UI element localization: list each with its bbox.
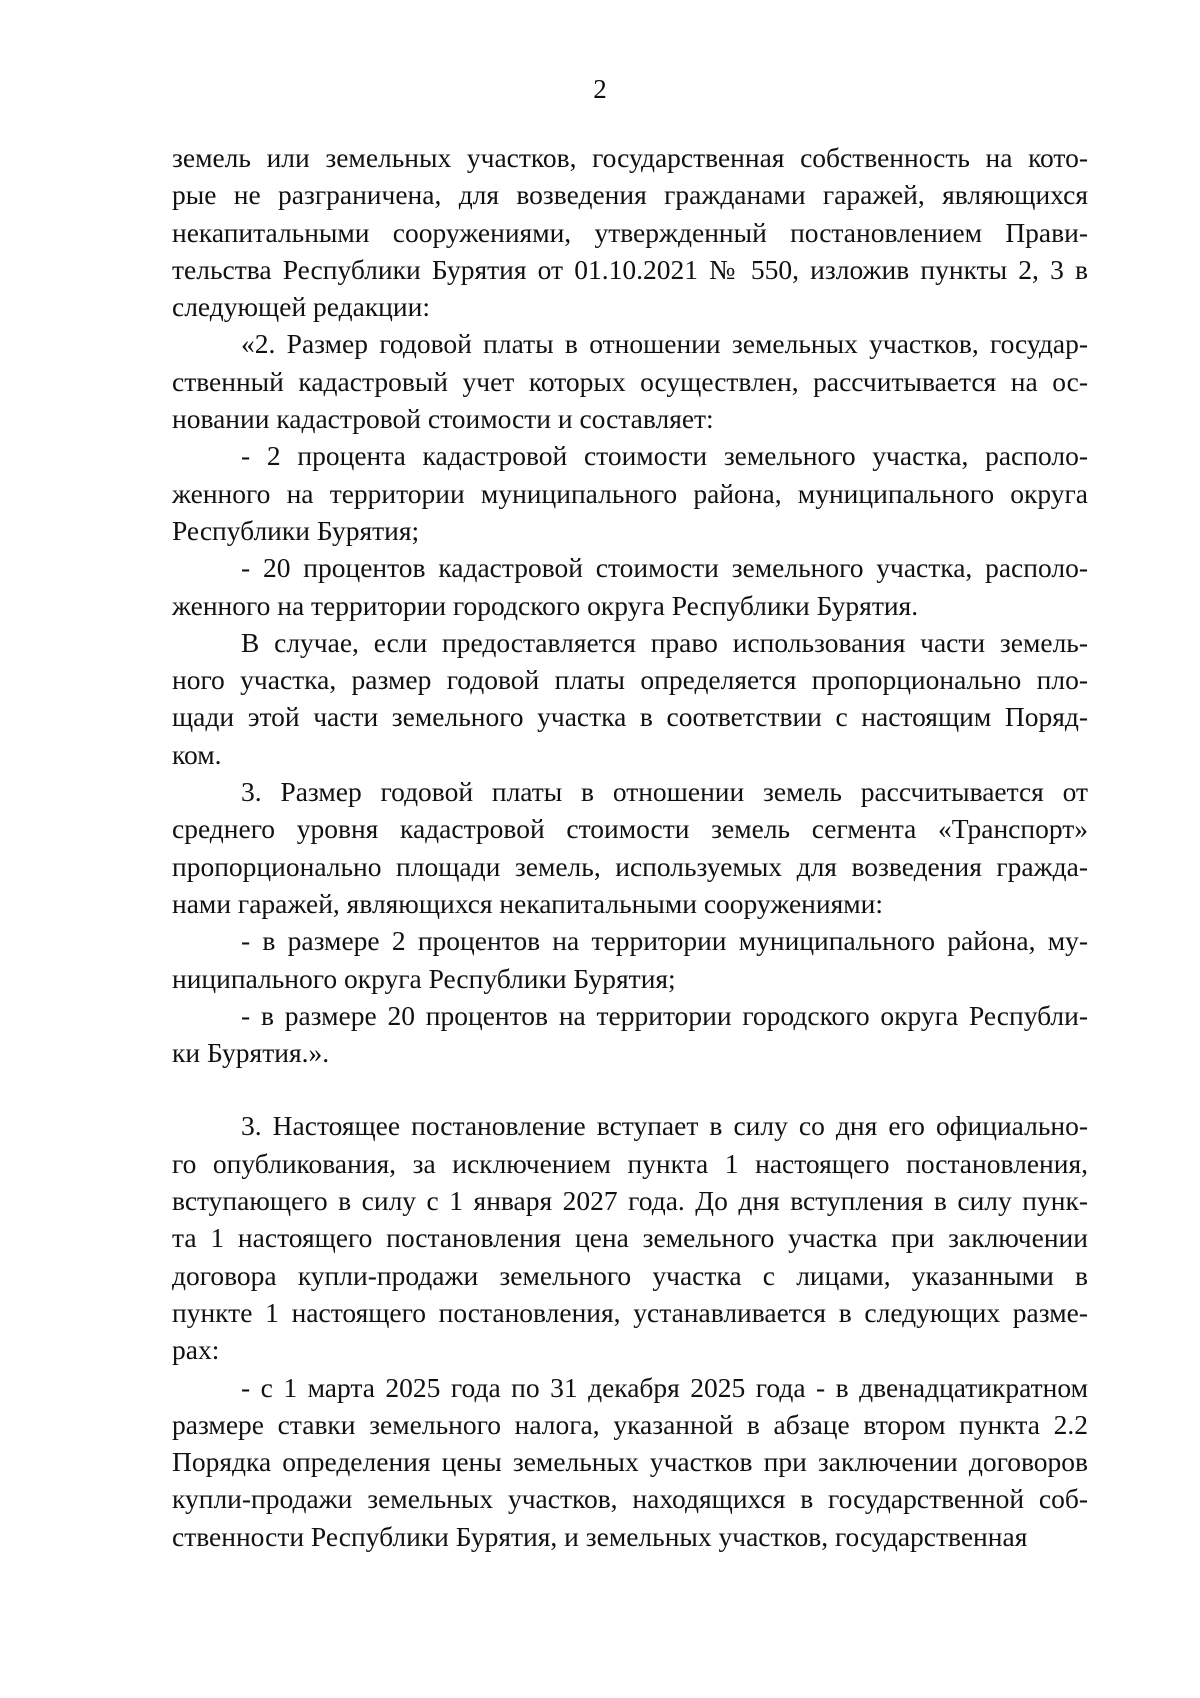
text-line: ком.	[172, 738, 222, 770]
text-line: земель или земельных участков, государственная собственность на кото-	[172, 142, 1088, 173]
text-line: следующей редакции:	[172, 291, 430, 323]
paragraph-part-of-plot	[172, 624, 1088, 773]
text-line: ного участка, размер годовой платы определяется пропорционально пло-	[172, 664, 1088, 696]
text-line: вступающего в силу с 1 января 2027 года. До дня вступления в силу пунк-	[172, 1185, 1088, 1217]
paragraph-point-2	[172, 325, 1088, 437]
text-line: - в размере 2 процентов на территории муниципального района, му-	[241, 925, 1088, 957]
text-line: пропорционально площади земель, используемых для возведения гражда-	[172, 850, 1088, 882]
page-number: 2	[593, 74, 607, 104]
text-line: 3. Размер годовой платы в отношении земель рассчитывается от	[241, 776, 1088, 808]
text-line: некапитальными сооружениями, утвержденный постановлением Прави-	[172, 216, 1088, 248]
paragraph-point-3	[172, 773, 1088, 922]
text-line: нами гаражей, являющихся некапитальными сооружениями:	[172, 887, 883, 919]
paragraph-item-20-percent	[172, 549, 1088, 624]
text-line: Республики Бурятия;	[172, 514, 420, 546]
paragraph-price-2025	[172, 1369, 1088, 1555]
text-line: среднего уровня кадастровой стоимости земель сегмента «Транспорт»	[172, 813, 1088, 845]
text-line: - 20 процентов кадастровой стоимости земельного участка, располо-	[241, 552, 1088, 584]
paragraph-item-2-percent	[172, 437, 1088, 549]
text-line: - в размере 20 процентов на территории городского округа Республи-	[241, 999, 1088, 1031]
text-line: - 2 процента кадастровой стоимости земельного участка, располо-	[241, 440, 1088, 472]
paragraph-item-municipal	[172, 922, 1088, 997]
text-line: - с 1 марта 2025 года по 31 декабря 2025 года - в двенадцатикратном	[241, 1371, 1088, 1403]
text-line: ственный кадастровый учет которых осуществлен, рассчитывается на ос-	[172, 365, 1088, 397]
text-line: 3. Настоящее постановление вступает в силу со дня его официально-	[241, 1110, 1088, 1142]
document-body	[172, 139, 1088, 1555]
text-line: купли-продажи земельных участков, находящихся в государственной соб-	[172, 1483, 1088, 1515]
text-line: го опубликования, за исключением пункта 1 настоящего постановления,	[172, 1147, 1088, 1179]
text-line: женного на территории муниципального района, муниципального округа	[172, 477, 1088, 509]
text-line: женного на территории городского округа Республики Бурятия.	[172, 589, 919, 621]
text-line: В случае, если предоставляется право использования части земель-	[241, 626, 1088, 658]
text-line: ниципального округа Республики Бурятия;	[172, 962, 676, 994]
text-line: рах:	[172, 1334, 220, 1366]
text-line: новании кадастровой стоимости и составляет:	[172, 403, 714, 435]
text-line: договора купли-продажи земельного участка с лицами, указанными в	[172, 1259, 1088, 1291]
text-line: ственности Республики Бурятия, и земельных участков, государственная	[172, 1520, 1028, 1552]
text-line: ки Бурятия.».	[172, 1037, 330, 1069]
text-line: «2. Размер годовой платы в отношении земельных участков, государ-	[241, 328, 1088, 360]
text-line: щади этой части земельного участка в соответствии с настоящим Поряд-	[172, 701, 1088, 733]
paragraph-item-urban	[172, 997, 1088, 1072]
text-line: та 1 настоящего постановления цена земельного участка при заключении	[172, 1222, 1088, 1254]
text-line: рые не разграничена, для возведения гражданами гаражей, являющихся	[172, 179, 1088, 211]
text-line: пункте 1 настоящего постановления, устанавливается в следующих разме-	[172, 1296, 1088, 1328]
text-line: Порядка определения цены земельных участков при заключении договоров	[172, 1446, 1088, 1478]
paragraph-entry-into-force	[172, 1107, 1088, 1368]
text-line: размере ставки земельного налога, указанной в абзаце втором пункта 2.2	[172, 1408, 1088, 1440]
text-line: тельства Республики Бурятия от 01.10.2021 № 550, изложив пункты 2, 3 в	[172, 253, 1088, 285]
paragraph-continuation	[172, 139, 1088, 325]
